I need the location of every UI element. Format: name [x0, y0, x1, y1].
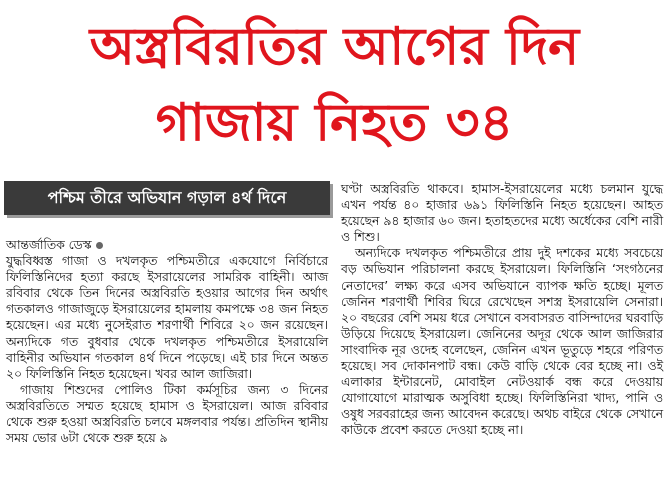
byline [6, 237, 328, 253]
bullet-dot-icon [96, 242, 103, 249]
left-paragraph-1: যুদ্ধবিধ্বস্ত গাজা ও দখলকৃত পশ্চিমতীরে একযোগে নির্বিচারে ফিলিস্তিনিদের হত্যা করছে ইসরায়েলের সামরিক বাহিনী। আজ রবিবার থেকে তিন দিনের অস্ত্রবিরতি হওয়ার আগের দিন অর্থাৎ গতকালও গাজাজুড়ে ইসরায়েলের হামলায় কমপক্ষে ৩৪ জন নিহত হয়েছেন। এর মধ্যে নুসেইরাত শরণার্থী শিবিরে ২০ জন রয়েছেন। অন্যদিকে গত বুধবার থেকে দখলকৃত পশ্চিমতীরে ইসরায়েলি বাহিনীর অভিযান গতকাল ৪র্থ দিনে পড়েছে। এই চার দিনে অন্তত ২০ ফিলিস্তিনি নিহত হয়েছেন। খবর আল জাজিরা। [6, 254, 328, 381]
headline-line-1: অস্ত্রবিরতির আগের দিন [89, 17, 580, 77]
headline-line-2: গাজায় নিহত ৩৪ [155, 93, 514, 153]
right-paragraph-1: ঘণ্টা অস্ত্রবিরতি থাকবে। হামাস-ইসরায়েলের মধ্যে চলমান যুদ্ধে এখন পর্যন্ত ৪০ হাজার ৬৯১ ফিলিস্তিনি নিহত হয়েছেন। আহত হয়েছেন ৯৪ হাজার ৬০ জন। হতাহতদের মধ্যে অর্ধেকের বেশি নারী ও শিশু। [341, 182, 663, 245]
left-paragraph-2: গাজায় শিশুদের পোলিও টিকা কর্মসূচির জন্য ৩ দিনের অস্ত্রবিরতিতে সম্মত হয়েছে হামাস ও ইসরায়েল। আজ রবিবার থেকে শুরু হওয়া অস্ত্রবিরতি চলবে মঙ্গলবার পর্যন্ত। প্রতিদিন স্থানীয় সময় ভোর ৬টা থেকে শুরু হয়ে ৯ [6, 382, 328, 446]
byline-text: আন্তর্জাতিক ডেস্ক [6, 238, 92, 252]
right-column [341, 181, 663, 439]
left-column [6, 237, 328, 446]
subheadline: পশ্চিম তীরে অভিযান গড়াল ৪র্থ দিনে [4, 181, 330, 215]
right-paragraph-2: অন্যদিকে দখলকৃত পশ্চিমতীরে প্রায় দুই দশকের মধ্যে সবচেয়ে বড় অভিযান পরিচালনা করছে ইসরায়েল। ফিলিস্তিনি ‘সংগঠনের নেতাদের’ লক্ষ্য করে এসব অভিযানে ব্যাপক ক্ষতি হচ্ছে। মূলত জেনিন শরণার্থী শিবির ঘিরে রেখেছেন সশস্ত্র ইসরায়েলি সেনারা। ২০ বছরের বেশি সময় ধরে সেখানে বসবাসরত বাসিন্দাদের ঘরবাড়ি উড়িয়ে দিয়েছে ইসরায়েল। জেনিনের অদূর থেকে আল জাজিরার সাংবাদিক নূর ওদেহ বলেছেন, জেনিন এখন ভূতুড়ে শহরে পরিণত হয়েছে। সব দোকানপাট বন্ধ। কেউ বাড়ি থেকে বের হচ্ছে না। ওই এলাকার ইন্টারনেট, মোবাইল নেটওয়ার্ক বন্ধ করে দেওয়ায় যোগাযোগে মারাত্মক অসুবিধা হচ্ছে। ফিলিস্তিনিরা খাদ্য, পানি ও ওষুধ সরবরাহের জন্য আবেদন করেছে। অথচ বাইরে থেকে সেখানে কাউকে প্রবেশ করতে দেওয়া হচ্ছে না। [341, 246, 663, 438]
